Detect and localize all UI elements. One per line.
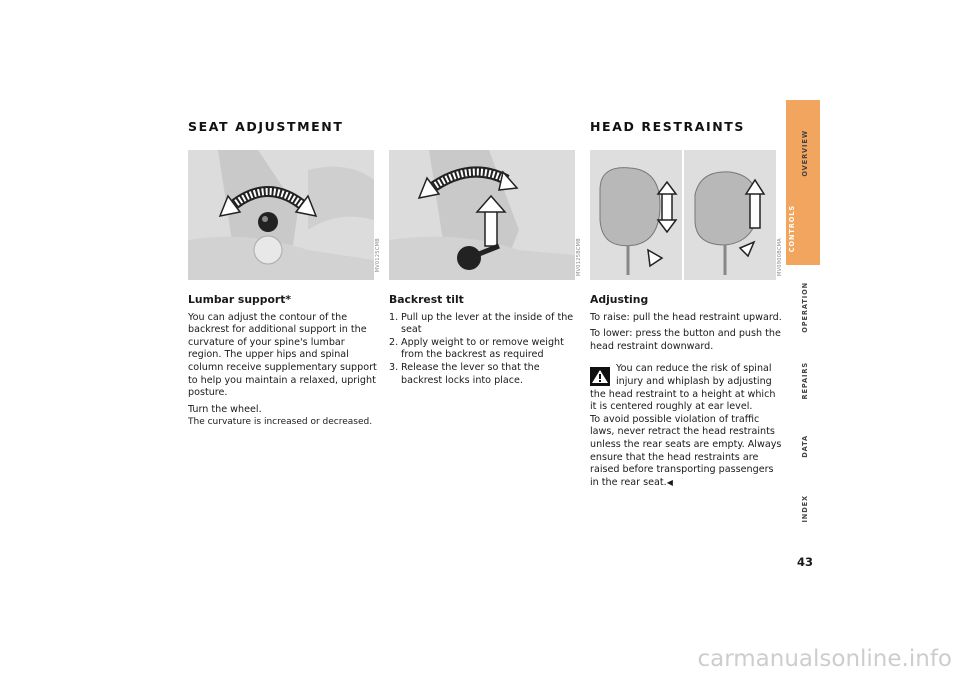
section-title-seat-adjustment: SEAT ADJUSTMENT bbox=[188, 119, 344, 134]
adjusting-heading: Adjusting bbox=[590, 293, 649, 306]
head-restraints-figure bbox=[590, 150, 776, 280]
adjusting-lower: To lower: press the button and push the head restraint downward. bbox=[590, 328, 781, 352]
figure-code: MV0125BCMB bbox=[576, 238, 582, 277]
backrest-tilt-section bbox=[389, 294, 581, 387]
figure-code: MV0125CMB bbox=[375, 238, 381, 273]
lumbar-support-instruction: Turn the wheel. bbox=[188, 403, 262, 415]
lumbar-support-heading: Lumbar support* bbox=[188, 293, 292, 306]
backrest-tilt-figure bbox=[389, 150, 575, 280]
lumbar-support-figure bbox=[188, 150, 374, 280]
tab-overview[interactable]: OVERVIEW bbox=[801, 130, 809, 177]
warning-text-1: You can reduce the risk of spinal injury and whiplash by adjusting the head restraint to a height at which it is centered roughly at ear level. bbox=[590, 363, 776, 413]
warning-block bbox=[590, 363, 784, 489]
tab-repairs[interactable]: REPAIRS bbox=[801, 362, 809, 400]
page-number: 43 bbox=[797, 555, 814, 569]
tab-controls[interactable]: CONTROLS bbox=[788, 205, 796, 253]
backrest-tilt-heading: Backrest tilt bbox=[389, 293, 464, 306]
list-item: 1. Pull up the lever at the inside of the seat bbox=[389, 311, 574, 336]
watermark: carmanualsonline.info bbox=[697, 646, 952, 672]
chapter-tabs bbox=[786, 100, 820, 525]
warning-text-2: To avoid possible violation of traffic laws, never retract the head restraints unless the rear seats are empty. Always ensure that the head restraints are raised before transporting passengers in the rear seat. bbox=[590, 413, 782, 488]
backrest-tilt-steps bbox=[389, 312, 581, 388]
list-item: 2. Apply weight to or remove weight from the backrest as required bbox=[389, 336, 564, 361]
adjusting-section bbox=[590, 294, 784, 489]
lumbar-support-body: You can adjust the contour of the backrest for additional support in the curvature of your spine's lumbar region. The upper hips and spinal column receive supplementary support to help you maintain a relaxed, upright posture. bbox=[188, 311, 377, 399]
list-item: 3. Release the lever so that the backrest locks into place. bbox=[389, 361, 540, 386]
tab-operation[interactable]: OPERATION bbox=[801, 282, 809, 333]
adjusting-raise: To raise: pull the head restraint upward. bbox=[590, 311, 782, 323]
figure-code: MV0900BCMA bbox=[777, 238, 783, 277]
tab-data[interactable]: DATA bbox=[801, 435, 809, 458]
section-title-head-restraints: HEAD RESTRAINTS bbox=[590, 119, 746, 134]
lumbar-support-result: The curvature is increased or decreased. bbox=[188, 417, 373, 428]
lumbar-support-section bbox=[188, 294, 380, 433]
tab-index[interactable]: INDEX bbox=[801, 495, 809, 523]
end-mark-icon: ◀ bbox=[666, 477, 673, 487]
warning-icon bbox=[590, 367, 610, 386]
